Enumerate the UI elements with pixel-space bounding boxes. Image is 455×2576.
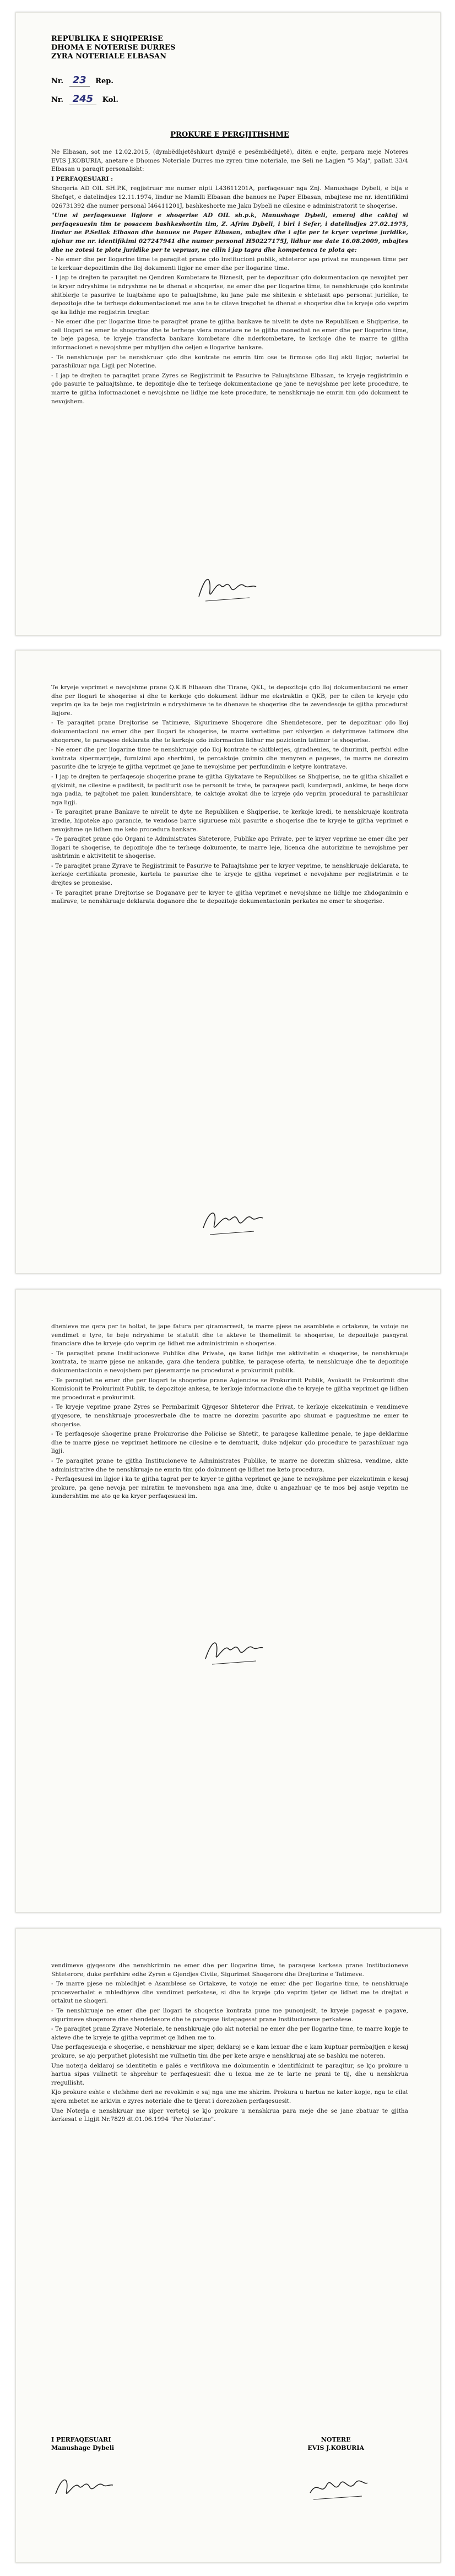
- clause-paragraph: vendimeve gjyqesore dhe nenshkrimin ne emer dhe per llogarine time, te paraqese kerkesa prane Institucioneve Shteterore, duke perfshire edhe Zyren e Gjendjes Civile, Sigurimet Shoqerore dhe Drejtorine e Tatimeve.: [51, 1962, 408, 1978]
- document-header: [51, 35, 175, 61]
- clause-paragraph: - Te paraqitet prane Zyrave Noteriale, te nenshkruaje çdo akt noterial ne emer dhe per llogarine time, te marre kopje te akteve dhe te kryeje te gjitha veprimet qe lidhen me to.: [51, 2026, 408, 2041]
- clause-paragraph: - Te nenshkruaje ne emer dhe per llogari te shoqerise kontrata pune me punonjesit, te kryeje pagesat e pagave, sigurimeve shoqerore dhe shendetesore dhe te paraqese listepagesat prane Institucioneve perkatese.: [51, 2007, 408, 2023]
- clause-paragraph: - Te paraqitet prane Drejtorise se Tatimeve, Sigurimeve Shoqerore dhe Shendetesore, per te depozituar çdo lloj dokumentacioni ne emer dhe per llogari te shoqerise, te marre vertetime per shlyerjen e detyrimeve tatimore dhe shoqerore, te paraqese deklarata dhe te kerkoje çdo informacion lidhur me pozicionin tatimor te shoqerise.: [51, 719, 408, 744]
- handwritten-signature: [200, 1202, 266, 1240]
- section-heading: I PERFAQESUARI :: [51, 175, 113, 182]
- notary-label: NOTERE: [321, 2436, 351, 2443]
- header-line-chamber: DHOMA E NOTERISE DURRES: [51, 44, 176, 52]
- document-page-1: [15, 12, 441, 636]
- clause-paragraph: - Te paraqitet prane Zyrave te Regjistrimit te Pasurive te Paluajtshme per te kryer veprime, te nenshkruaje deklarata, te kerkoje certifikata pronesie, kartela te pasurise dhe te kryeje te gjitha veprimet e nevojshme per regjistrimin e te drejtes se pronesise.: [51, 862, 408, 887]
- clause-paragraph: - I jap te drejten te paraqitet prane Zyres se Regjistrimit te Pasurive te Paluajtshme Elbasan, te kryeje regjistrimin e çdo pasurie te paluajtshme, te depozitoje dhe te terheqe dokumentacione qe jane te nevojshme per kete procedure, te marre te gjitha informacionet e nevojshme ne lidhje me kete procedure, te nenshkruaje ne emrin tim çdo dokument te nevojshem.: [51, 372, 408, 405]
- clause-paragraph: - Te paraqitet prane Institucioneve Publike dhe Private, qe kane lidhje me aktivitetin e shoqerise, te nenshkruaje kontrata, te marre pjese ne ankande, gara dhe tendera publike, te paraqese oferta, te nenshkruaje dhe te depozitoje dokumentacionin e nevojshem per pjesemarrje ne procedurat e prokurimit publik.: [51, 1350, 408, 1374]
- handwritten-signature: [305, 2469, 371, 2507]
- clause-paragraph: - Te marre pjese ne mbledhjet e Asamblese se Ortakeve, te votoje ne emer dhe per llogarine time, te nenshkruaje procesverbalet e mbledhjeve dhe vendimet perkatese, si dhe te kryeje çdo veprim tjeter qe lidhet me te drejtat e ortakut ne shoqeri.: [51, 1980, 408, 2005]
- clause-paragraph: - Te paraqitet prane Drejtorise se Doganave per te kryer te gjitha veprimet e nevojshme ne lidhje me zhdoganimin e mallrave, te nenshkruaje deklarata doganore dhe te depozitoje dokumentacionin perkates ne emer te shoqerise.: [51, 889, 408, 905]
- handwritten-signature: [200, 1631, 266, 1670]
- document-page-2: [15, 650, 441, 1274]
- page-4-body: [51, 1962, 408, 2125]
- represented-party-name: Manushage Dybeli: [51, 2444, 115, 2451]
- kol-number-line: Nr. 245 Kol.: [51, 93, 118, 105]
- clause-paragraph: - Te nenshkruaje per te nenshkruar çdo dhe kontrate ne emrin tim ose te firmose çdo lloj akti ligjor, noterial te parashikuar nga Ligji per Noterine.: [51, 354, 408, 370]
- clause-paragraph: - Te paraqitet ne emer dhe per llogari te shoqerise prane Agjencise se Prokurimit Publik, Avokatit te Prokurimit dhe Komisionit te Prokurimit Publik, te depozitoje ankesa, te kerkoje informacione dhe te kryeje te gjitha veprimet qe lidhen me procedurat e prokurimit.: [51, 1377, 408, 1401]
- clause-paragraph: - Te paraqitet prane Bankave te nivelit te dyte ne Republiken e Shqiperise, te kerkoje kredi, te nenshkruaje kontrata kredie, hipoteke apo garancie, te vendose barre siguruese mbi pasurite e shoqerise dhe te kryeje te gjitha veprimet e nevojshme qe lidhen me keto procedura bankare.: [51, 809, 408, 833]
- header-line-republic: REPUBLIKA E SHQIPERISE: [51, 35, 163, 43]
- rep-number-line: Nr. 23 Rep.: [51, 74, 113, 86]
- clause-paragraph: Une Noterja e nenshkruar me siper vertetoj se kjo prokure u nenshkrua para meje dhe se jane zbatuar te gjitha kerkesat e Ligjit Nr.7829 dt.01.06.1994 "Per Noterine".: [51, 2107, 408, 2123]
- clause-paragraph: - Te paraqitet prane te gjitha Institucioneve te Administrates Publike, te marre ne dorezim shkresa, vendime, akte administrative dhe te nenshkruaje ne emrin tim çdo dokument qe lidhet me keto procedura.: [51, 1457, 408, 1473]
- handwritten-signature: [194, 569, 261, 608]
- header-line-office: ZYRA NOTERIALE ELBASAN: [51, 52, 167, 61]
- quote-paragraph: "Une si perfaqesuese ligjore e shoqerise AD OIL sh.p.k, Manushage Dybeli, emeroj dhe caktoj si perfaqesuesin tim te posacem bashkeshortin tim, Z. Afrim Dybeli, i biri i Sefer, i datelindjes 27.02.1975, lindur ne P.Sellak Elbasan dhe banues ne Paper Elbasan, mbajtes dhe i afte per te kryer veprime juridike, njohur me nr. identifikimi 027247941 dhe numer personal H50227175J, lidhur me date 16.08.2009, mbajtes dhe ne zotesi te plote juridike per te vepruar, ne cilin i jap tagra dhe kompetenca te plota qe:: [51, 212, 408, 253]
- handwritten-signature: [51, 2469, 117, 2507]
- clause-paragraph: - Ne emer dhe per llogarine time te paraqitet prane çdo Institucioni publik, shteteror apo privat ne mungesen time per te kerkuar depozitimin dhe lloj dokumenti ligjor ne emer dhe per llogarine time.: [51, 256, 408, 272]
- clause-paragraph: - Ne emer dhe per llogarine time te nenshkruaje çdo lloj kontrate te shitblerjes, qiradhenies, te dhurimit, perfshi edhe kontrata sipermarrjeje, furnizimi apo sherbimi, te percaktoje çmimin dhe menyren e pageses, te marre ne dorezim pasurite dhe te kryeje te gjitha veprimet qe jane te nevojshme per perfundimin e ketyre kontratave.: [51, 746, 408, 771]
- represented-party-label: I PERFAQESUARI: [51, 2436, 111, 2443]
- clause-paragraph: Une perfaqesuesja e shoqerise, e nenshkruar me siper, deklaroj se e kam lexuar dhe e kam kuptuar permbajtjen e kesaj prokure, se ajo perputhet plotesisht me vullnetin tim dhe per kete arsye e nenshkruaj ate se bashku me noteren.: [51, 2044, 408, 2059]
- document-page-4: [15, 1928, 441, 2563]
- represented-party-block: [51, 2436, 114, 2452]
- clause-paragraph: Kjo prokure eshte e vlefshme deri ne revokimin e saj nga une me shkrim. Prokura u hartua ne kater kopje, nga te cilat njera mbetet ne arkivin e zyres noteriale dhe te tjerat i dorezohen perfaqesuesit.: [51, 2089, 408, 2104]
- clause-paragraph: - Te paraqitet prane çdo Organi te Administrates Shteterore, Publike apo Private, per te kryer veprime ne emer dhe per llogari te shoqerise, te depozitoje dhe te terheqe dokumente, te marre leje, licenca dhe autorizime te nevojshme per ushtrimin e aktivitetit te shoqerise.: [51, 836, 408, 860]
- clause-paragraph: dhenieve me qera per te holtat, te jape fatura per qiramarresit, te marre pjese ne asamblete e ortakeve, te votoje ne vendimet e tyre, te beje ndryshime te statutit dhe te akteve te themelimit te shoqerise, te depozitoje pasqyrat financiare dhe te kryeje çdo veprim qe lidhet me administrimin e shoqerise.: [51, 1323, 408, 1347]
- party-paragraph: Shoqeria AD OIL SH.P.K, regjistruar me numer nipti L43611201A, perfaqesuar nga Znj. Manushage Dybeli, e bija e Shefqet, e datelindjes 12.11.1974, lindur ne Mamlli Elbasan dhe banues ne Paper Elbasan, mbajtese me nr. identifikimi 026731392 dhe numer personal I46411201J, bashkeshorte me Jaku Dybeli ne cilesine e administratorit te shoqerise.: [51, 185, 408, 209]
- clause-paragraph: - Te kryeje veprime prane Zyres se Permbarimit Gjyqesor Shteteror dhe Privat, te kerkoje ekzekutimin e vendimeve gjyqesore, te nenshkruaje procesverbale dhe te marre ne dorezim pasurite apo shumat e pagueshme ne emer te shoqerise.: [51, 1404, 408, 1428]
- page-1-body: [51, 148, 408, 407]
- intro-paragraph: Ne Elbasan, sot me 12.02.2015, (dymbëdhjetëshkurt dymijë e pesëmbëdhjetë), ditën e enjte, perpara meje Noteres EVIS J.KOBURIA, anetare e Dhomes Noteriale Durres me zyren time noteriale, me Seli ne Lagjen "5 Maj", pallati 33/4 Elbasan u paraqit personalisht:: [51, 149, 408, 173]
- document-page-3: [15, 1289, 441, 1913]
- document-title: PROKURE E PERGJITHSHME: [170, 131, 289, 139]
- clause-paragraph: Une noterja deklaroj se identitetin e palës e verifikova me dokumentin e identifikimit te paraqitur, se kjo prokure u hartua sipas vullnetit te shprehur te perfaqesuesit dhe u lexua me ze te larte ne prani te tij, dhe u nenshkrua rregullisht.: [51, 2062, 408, 2086]
- notary-name: EVIS J.KOBURIA: [307, 2444, 364, 2451]
- kol-number-value: 245: [69, 93, 97, 105]
- page-2-body: [51, 684, 408, 907]
- clause-paragraph: - I jap te drejten te paraqitet ne Qendren Kombetare te Biznesit, per te depozituar çdo dokumentacion qe nevojitet per te kryer ndryshime te ndryshme ne te dhenat e shoqerise, ne emer dhe per llogarine time, te nenshkruaje çdo kontrate shitblerje te pasurive te luajtshme apo te paluajtshme, ku jane pale me shitesin e shtetasit apo personat juridike, te depozitoje dhe te terheqe dokumentacionet me ane te te cilave tregohet te dhenat e shoqerise dhe te kryeje çdo veprim qe ka lidhje me regjistrin tregtar.: [51, 274, 408, 316]
- clause-paragraph: Te kryeje veprimet e nevojshme prane Q.K.B Elbasan dhe Tirane, QKL, te depozitoje çdo lloj dokumentacioni ne emer dhe per llogari te shoqerise si dhe te kerkoje çdo dokument lidhur me ekstraktin e QKB, per te cilen te kryeje çdo veprim qe ka te beje me regjistrimin e ndryshimeve te te dhenave te shoqerise dhe te zevendesoje te gjitha procedurat ligjore.: [51, 684, 408, 717]
- clause-paragraph: - Ne emer dhe per llogarine time te paraqitet prane te gjitha bankave te nivelit te dyte ne Republiken e Shqiperise, te celi llogari ne emer te shoqerise dhe te terheqe vlera monetare ne te gjitha monedhat ne emer dhe per llogarine time, te beje pagesa, te kryeje transferta bankare kombetare dhe nderkombetare, te kerkoje dhe te marre te gjitha informacionet e nevojshme per mbylljen dhe celjen e llogarive bankare.: [51, 318, 408, 351]
- notary-block: [307, 2436, 364, 2452]
- clause-paragraph: - I jap te drejten te perfaqesoje shoqerine prane te gjitha Gjykatave te Republikes se Shqiperise, ne te gjitha shkallet e gjykimit, ne cilesine e paditesit, te paditurit ose te personit te trete, te paraqese padi, kunderpadi, ankime, te heqe dore nga padia, te pajtohet me palen kundershtare, te caktoje avokat dhe te kryeje çdo veprim procedural te parashikuar nga ligji.: [51, 773, 408, 806]
- clause-paragraph: - Te perfaqesoje shoqerine prane Prokurorise dhe Policise se Shtetit, te paraqese kallezime penale, te jape deklarime dhe te marre pjese ne veprimet hetimore ne cilesine e te demtuarit, duke ndjekur çdo procedure te parashikuar nga ligji.: [51, 1431, 408, 1455]
- rep-number-value: 23: [69, 74, 90, 86]
- clause-paragraph: - Perfaqesuesi im ligjor i ka te gjitha tagrat per te kryer te gjitha veprimet qe jane te nevojshme per ekzekutimin e kesaj prokure, pa qene nevoja per miratim te mevonshem nga ana ime, duke u angazhuar qe te mos bej asnje veprim ne kundershtim me ato qe ka kryer perfaqesuesi im.: [51, 1476, 408, 1500]
- page-3-body: [51, 1323, 408, 1502]
